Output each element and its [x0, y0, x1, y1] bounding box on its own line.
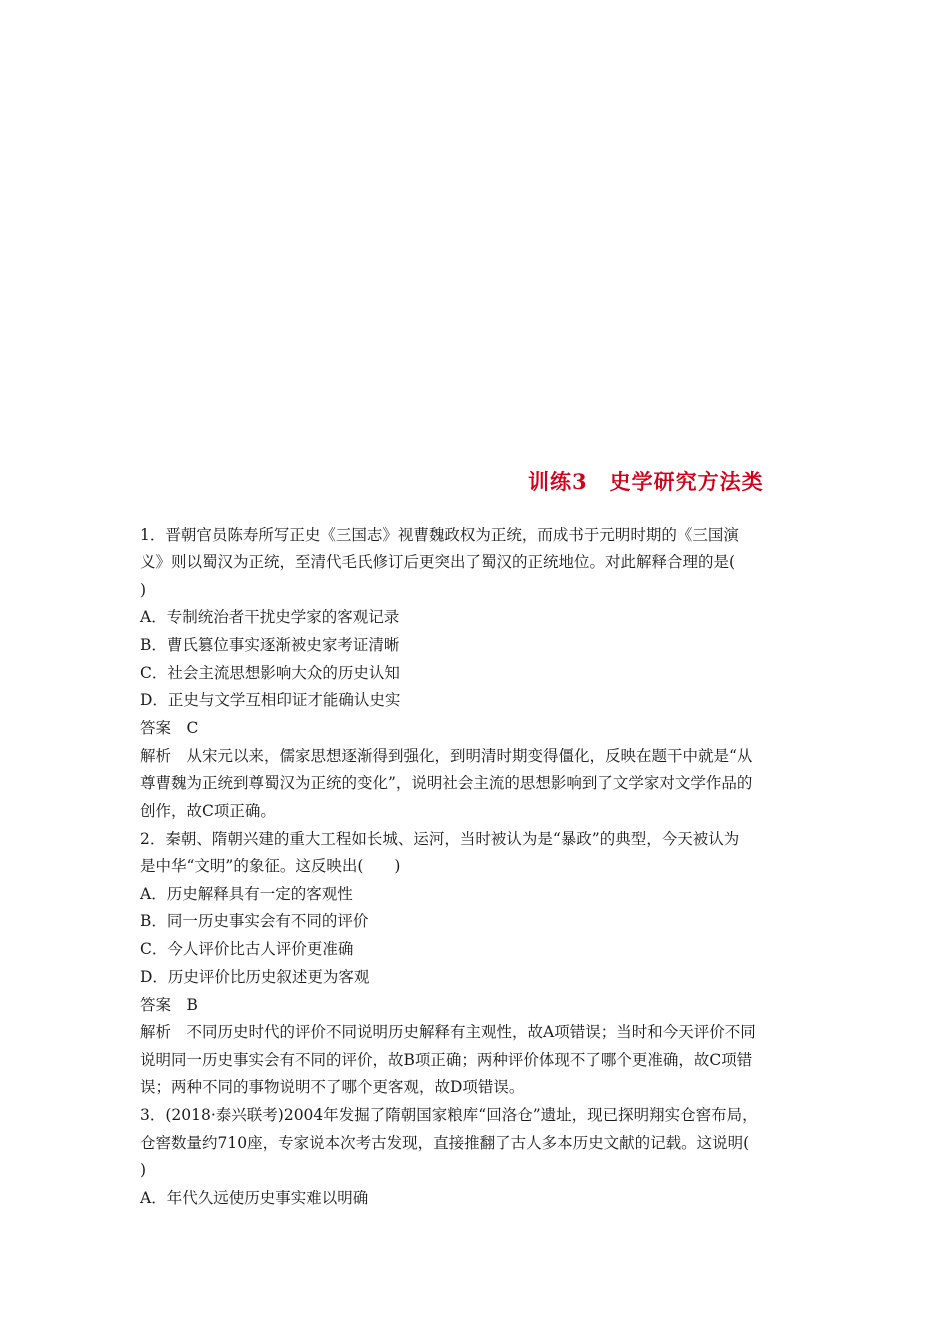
analysis-line: 误；两种不同的事物说明不了哪个更客观，故D项错误。 — [140, 1078, 525, 1096]
analysis-line: 尊曹魏为正统到尊蜀汉为正统的变化”，说明社会主流的思想影响到了文学家对文学作品的 — [140, 774, 753, 792]
option-line: D．历史评价比历史叙述更为客观 — [140, 968, 370, 986]
analysis-line: 说明同一历史事实会有不同的评价，故B项正确；两种评价体现不了哪个更准确，故C项错 — [140, 1051, 753, 1069]
option-line: A．年代久远使历史事实难以明确 — [140, 1189, 369, 1207]
text-line: 是中华“文明”的象征。这反映出( ) — [140, 857, 401, 875]
text-line: 3．(2018·泰兴联考)2004年发掘了隋朝国家粮库“回洛仓”遗址，现已探明翔实仓窖布局， — [140, 1106, 758, 1124]
answer-line: 答案 C — [140, 719, 199, 737]
text-line: 1．晋朝官员陈寿所写正史《三国志》视曹魏政权为正统，而成书于元明时期的《三国演 — [140, 526, 739, 544]
analysis-line: 解析 不同历史时代的评价不同说明历史解释有主观性，故A项错误；当时和今天评价不同 — [140, 1023, 756, 1041]
text-line: 仓窖数量约710座，专家说本次考古发现，直接推翻了古人多本历史文献的记载。这说明( — [140, 1134, 750, 1152]
text-line: 义》则以蜀汉为正统，至清代毛氏修订后更突出了蜀汉的正统地位。对此解释合理的是( — [140, 553, 736, 571]
text-line: ) — [140, 1161, 147, 1179]
option-line: A．历史解释具有一定的客观性 — [140, 885, 353, 903]
option-line: C．今人评价比古人评价更准确 — [140, 940, 354, 958]
option-line: C．社会主流思想影响大众的历史认知 — [140, 664, 400, 682]
option-line: B．曹氏篡位事实逐渐被史家考证清晰 — [140, 636, 400, 654]
option-line: A．专制统治者干扰史学家的客观记录 — [140, 608, 400, 626]
option-line: D．正史与文学互相印证才能确认史实 — [140, 691, 401, 709]
analysis-line: 解析 从宋元以来，儒家思想逐渐得到强化，到明清时期变得僵化，反映在题干中就是“从 — [140, 747, 753, 765]
analysis-line: 创作，故C项正确。 — [140, 802, 276, 820]
text-line: 2．秦朝、隋朝兴建的重大工程如长城、运河，当时被认为是“暴政”的典型，今天被认为 — [140, 830, 740, 848]
option-line: B．同一历史事实会有不同的评价 — [140, 912, 369, 930]
text-line: ) — [140, 581, 147, 599]
page-title: 训练3 史学研究方法类 — [528, 469, 764, 494]
answer-line: 答案 B — [140, 996, 198, 1014]
